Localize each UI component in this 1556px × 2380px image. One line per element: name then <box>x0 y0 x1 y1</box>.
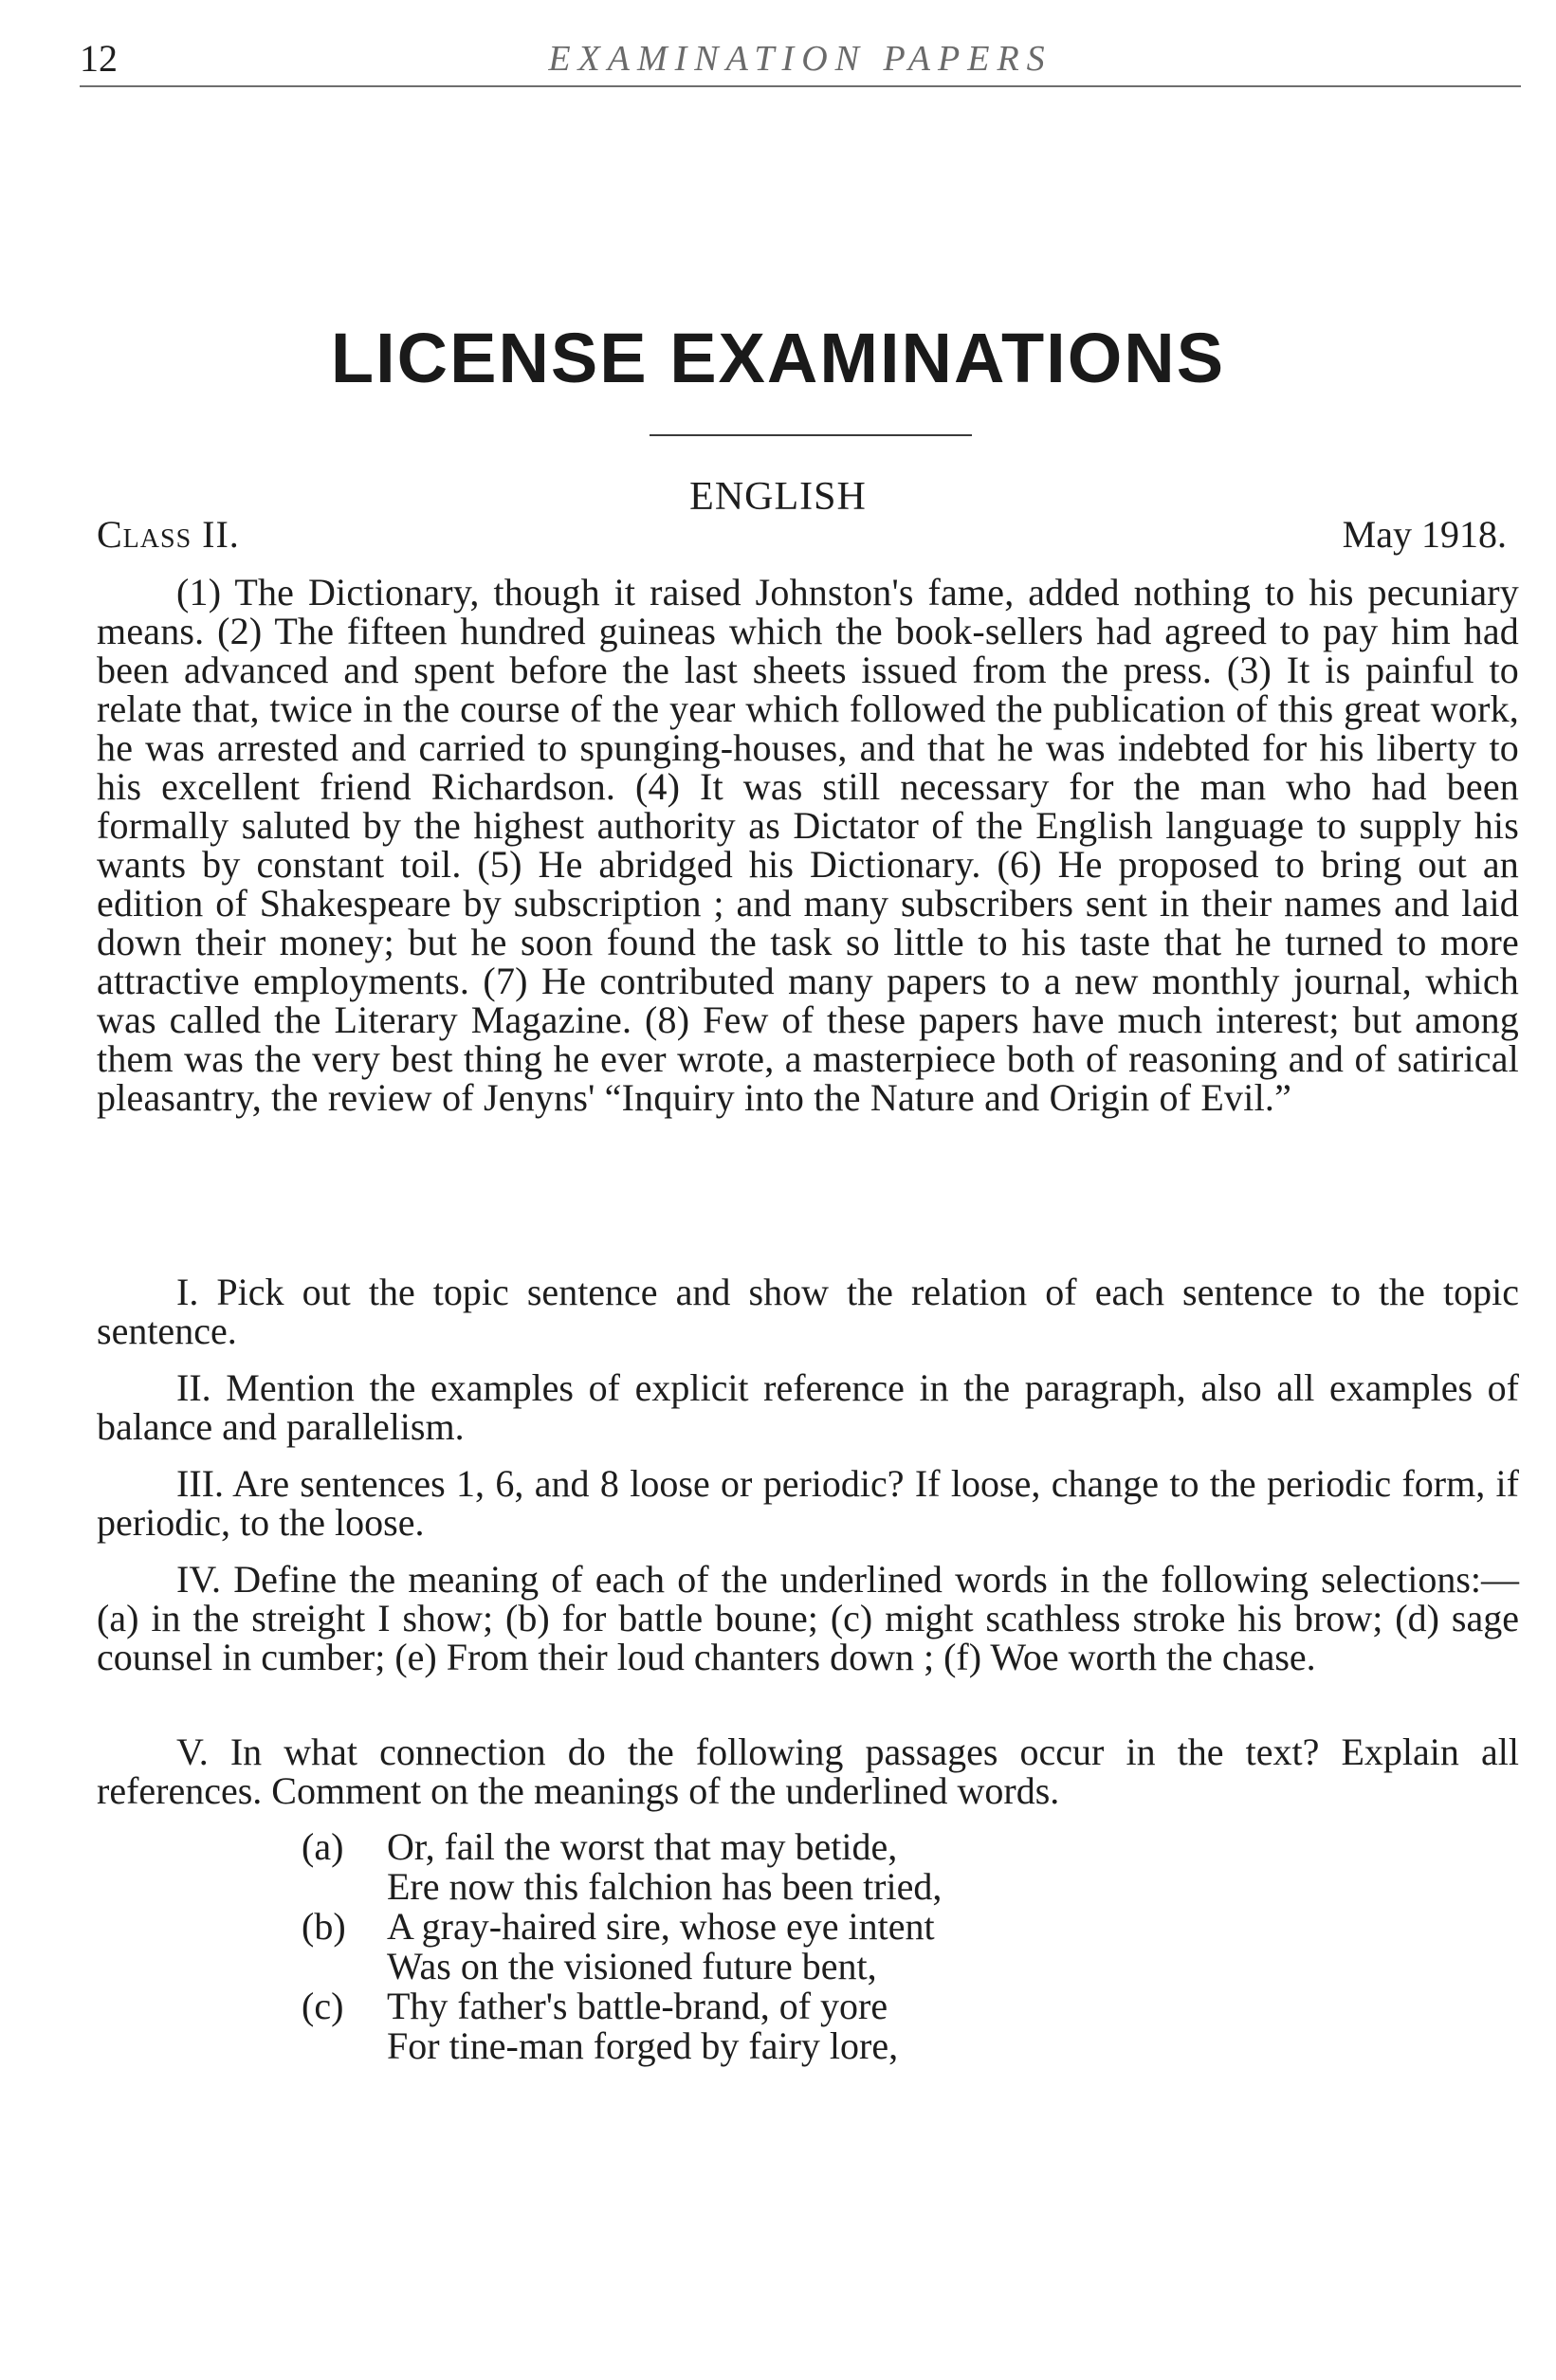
quote-item <box>302 1907 1250 1986</box>
question-4: IV. Define the meaning of each of the underlined words in the following selections:—(a) in the streight I show; (b) for battle boune; (c) might scathless stroke his brow; (d) sage counsel in cumber; (e) From their loud chanters down ; (f) Woe worth the chase. <box>97 1558 1519 1678</box>
running-title: EXAMINATION PAPERS <box>548 39 1053 79</box>
quote-lines <box>387 1907 1250 1986</box>
class-label: Class II. <box>97 513 240 556</box>
quoted-passages <box>302 1827 1250 2066</box>
quote-item <box>302 1827 1250 1907</box>
running-header <box>80 28 1521 87</box>
page-number: 12 <box>80 37 118 80</box>
quote-line: Or, fail the worst that may betide, <box>387 1825 898 1868</box>
title-divider <box>650 434 972 436</box>
subject-heading: ENGLISH <box>689 475 867 519</box>
question-3: III. Are sentences 1, 6, and 8 loose or periodic? If loose, change to the periodic form, if periodic, to the loose. <box>97 1462 1519 1544</box>
quote-letter: (b) <box>302 1905 346 1948</box>
quote-item <box>302 1986 1250 2066</box>
quote-lines <box>387 1827 1250 1907</box>
quote-lines <box>387 1986 1250 2066</box>
question-1: I. Pick out the topic sentence and show the relation of each sentence to the topic sentence. <box>97 1271 1519 1352</box>
quote-line: Ere now this falchion has been tried, <box>387 1865 943 1908</box>
exam-date: May 1918. <box>1342 513 1507 556</box>
question-5: V. In what connection do the following passages occur in the text? Explain all references. Comment on the meanings of the underlined words. <box>97 1730 1519 1812</box>
quote-line: Was on the visioned future bent, <box>387 1945 877 1987</box>
quote-line: For tine-man forged by fairy lore, <box>387 2024 899 2067</box>
quote-line: A gray-haired sire, whose eye intent <box>387 1905 935 1948</box>
quote-letter: (c) <box>302 1985 344 2027</box>
quote-line: Thy father's battle-brand, of yore <box>387 1985 888 2027</box>
quote-letter: (a) <box>302 1825 344 1868</box>
question-2: II. Mention the examples of explicit reference in the paragraph, also all examples of balance and parallelism. <box>97 1366 1519 1448</box>
section-title: LICENSE EXAMINATIONS <box>330 319 1226 397</box>
passage-paragraph: (1) The Dictionary, though it raised Johnston's fame, added nothing to his pecuniary means. (2) The fifteen hundred guineas which the book-sellers had agreed to pay him had been advanced and spent before the last sheets issued from the press. (3) It is painful to relate that, twice in the course of the year which followed the publication of this great work, he was arrested and carried to spunging-houses, and that he was indebted for his liberty to his excellent friend Richardson. (4) It was still necessary for the man who had been formally saluted by the highest authority as Dictator of the English language to supply his wants by constant toil. (5) He abridged his Dictionary. (6) He proposed to bring out an edition of Shakespeare by subscription ; and many subscribers sent in their names and laid down their money; but he soon found the task so little to his taste that he turned to more attractive employments. (7) He contributed many papers to a new monthly journal, which was called the Literary Magazine. (8) Few of these papers have much interest; but among them was the very best thing he ever wrote, a masterpiece both of reasoning and of satirical pleasantry, the review of Jenyns' “Inquiry into the Nature and Origin of Evil.” <box>97 571 1519 1119</box>
